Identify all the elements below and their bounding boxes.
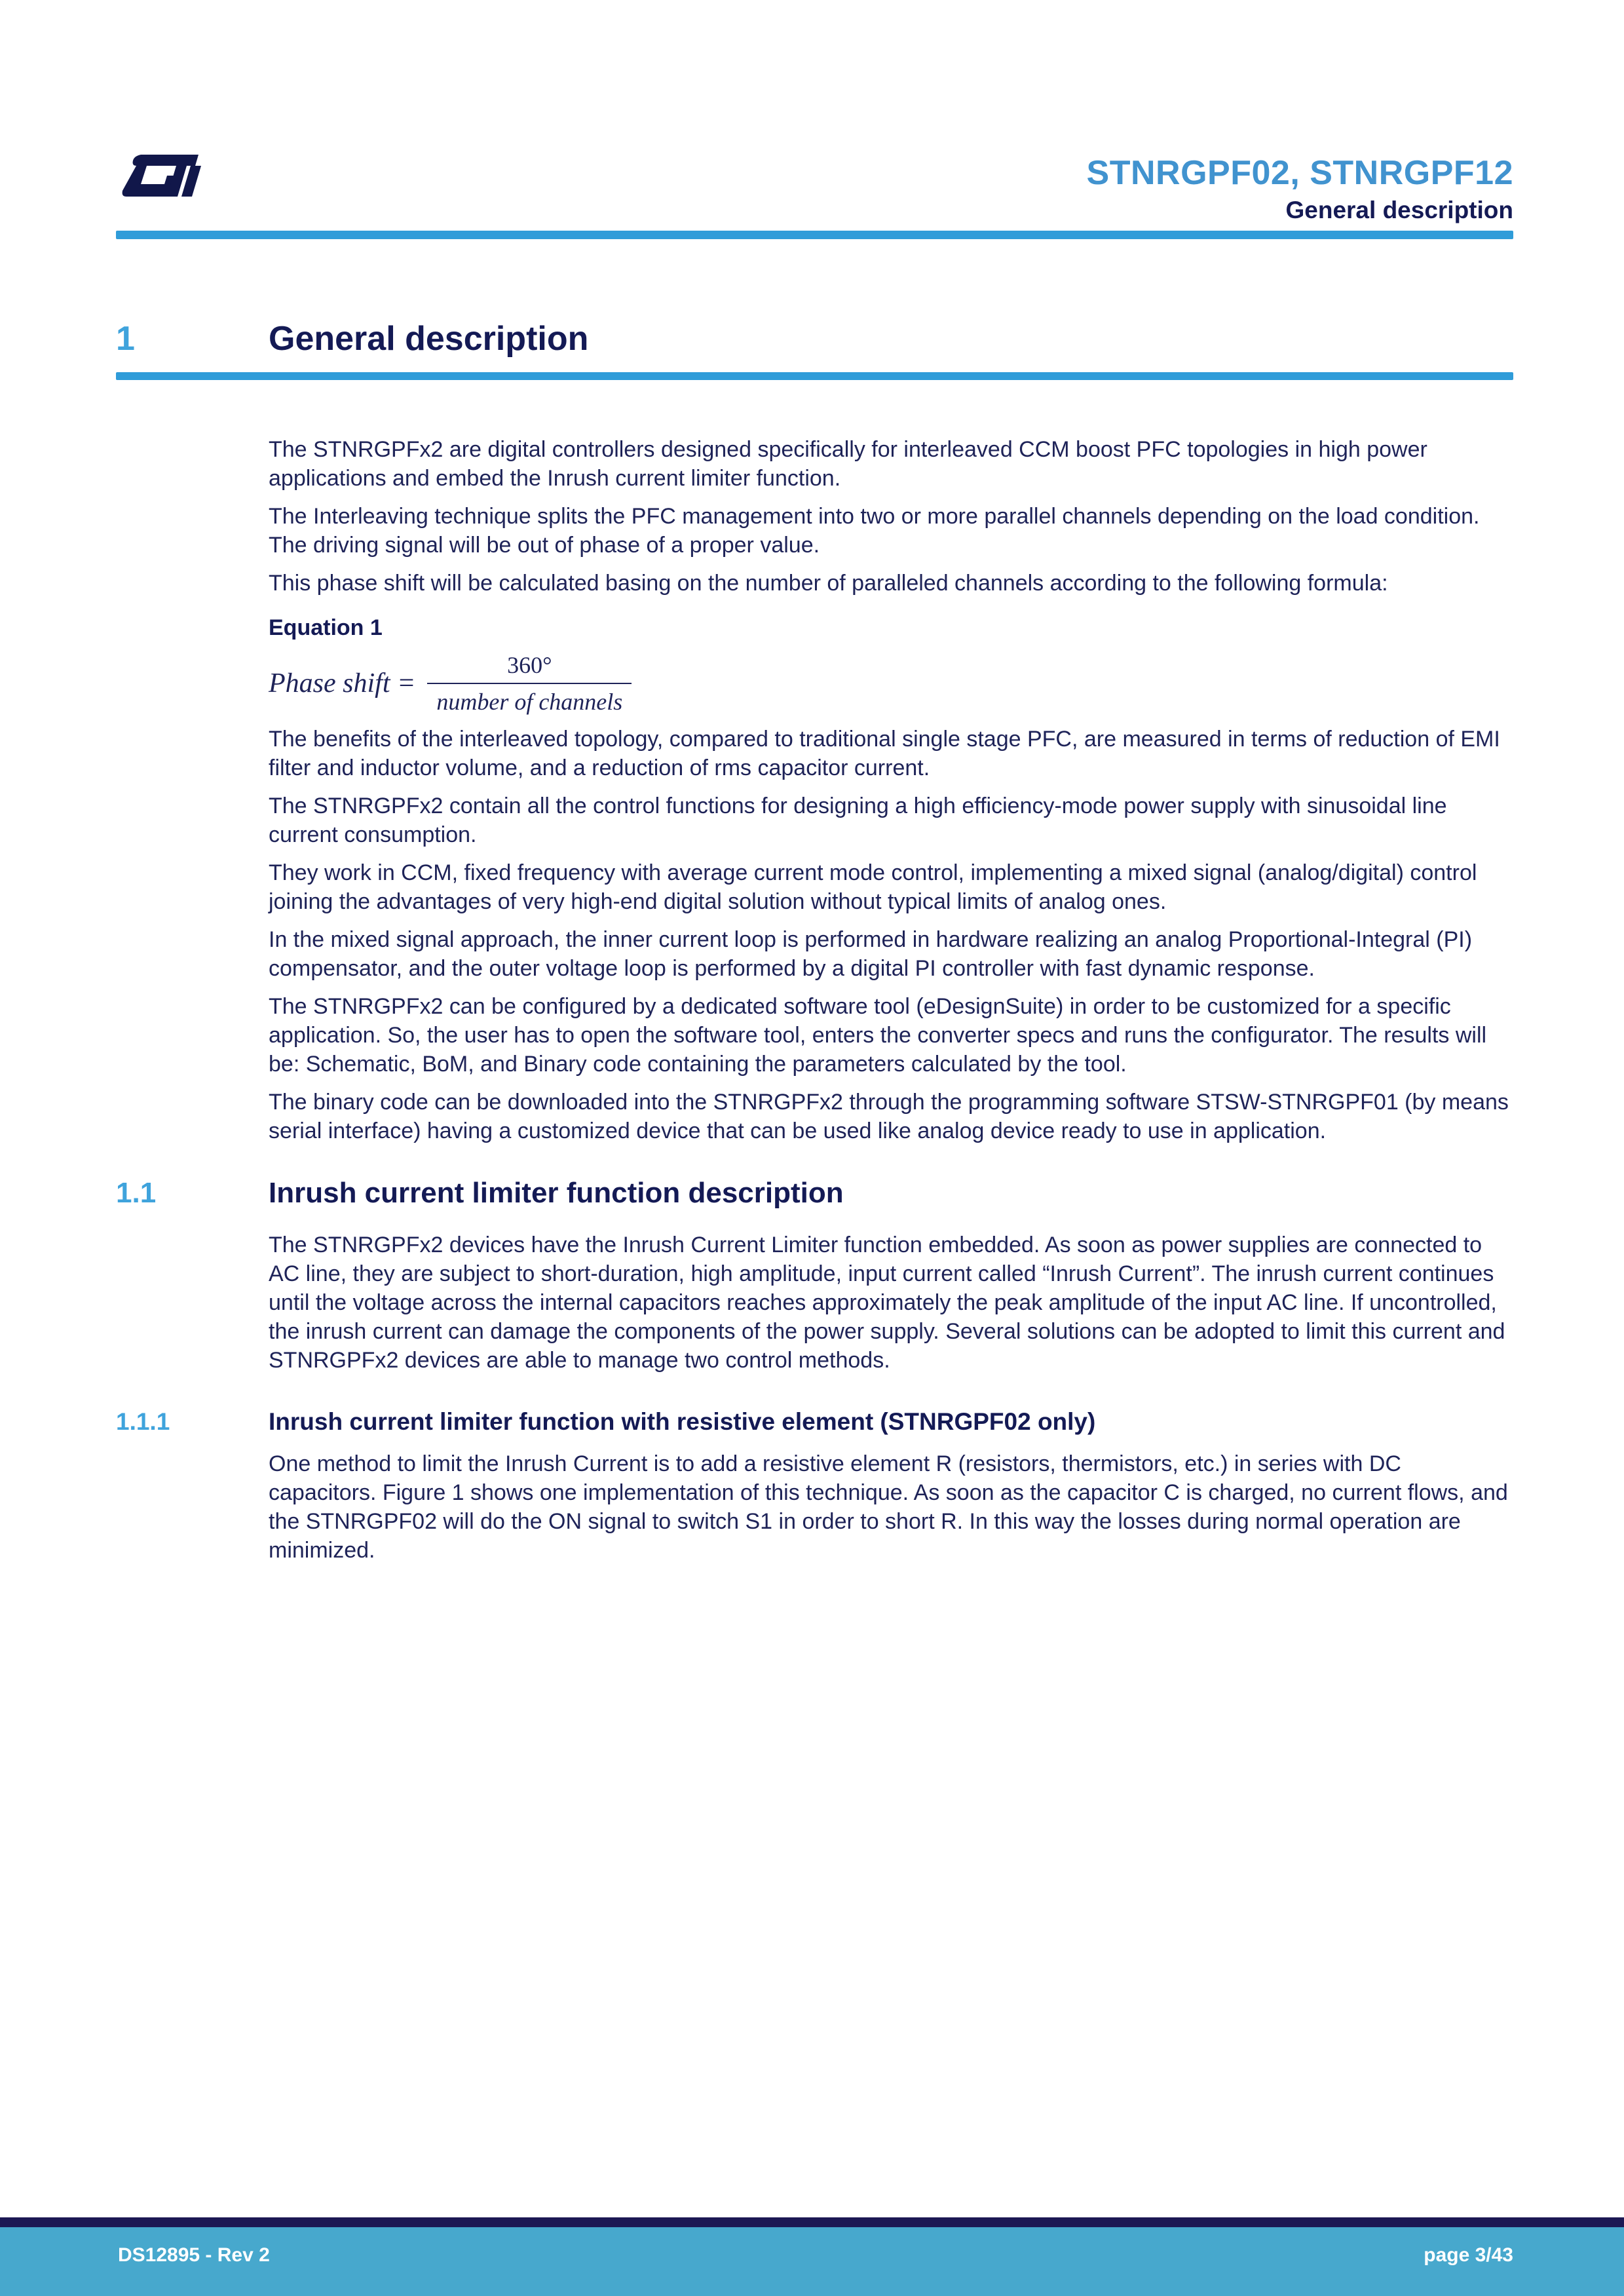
paragraph: The binary code can be downloaded into the STNRGPFx2 through the programming software STSW-STNRGPF01 (by means serial interface) having a customized device that can be used like analog device ready to use in application. [269,1090,1509,1143]
section-1-1-1-heading [116,1407,1513,1436]
paragraph: The STNRGPFx2 contain all the control functions for designing a high efficiency-mode power supply with sinusoidal line current consumption. [269,794,1447,847]
paragraph: The benefits of the interleaved topology, compared to traditional single stage PFC, are measured in terms of reduction of EMI filter and inductor volume, and a reduction of rms capacitor current. [269,727,1500,780]
header-subtitle: General description [1285,197,1513,223]
paragraph: The Interleaving technique splits the PFC management into two or more parallel channels depending on the load condition. The driving signal will be out of phase of a proper value. [269,504,1480,558]
section-1-1-1-title: Inrush current limiter function with resistive element (STNRGPF02 only) [269,1408,1096,1435]
fraction-denominator: number of channels [427,683,632,716]
equation [269,651,1513,716]
footer-band [0,2227,1624,2296]
section-1-number: 1 [116,320,135,358]
document-reference: DS12895 - Rev 2 [118,2244,270,2266]
st-logo [116,149,208,204]
section-1-1-title: Inrush current limiter function description [269,1177,844,1209]
section-1-rule [116,372,1513,380]
section-1-1-number: 1.1 [116,1177,157,1209]
section-1-title: General description [269,320,589,358]
paragraph: This phase shift will be calculated basing on the number of paralleled channels according to the following formula: [269,571,1388,596]
page-content [116,320,1513,1565]
section-1-1-1-number: 1.1.1 [116,1408,170,1435]
paragraph: The STNRGPFx2 devices have the Inrush Current Limiter function embedded. As soon as power supplies are connected to AC line, they are subject to short-duration, high amplitude, input current called “Inrush Current”. The inrush current continues until the voltage across the internal capacitors reaches approximately the peak amplitude of the input AC line. If uncontrolled, the inrush current can damage the components of the power supply. Several solutions can be adopted to limit this current and STNRGPFx2 devices are able to manage two control methods. [269,1233,1505,1373]
page-number: page 3/43 [1424,2244,1513,2266]
fraction-numerator: 360° [507,652,552,678]
paragraph: In the mixed signal approach, the inner current loop is performed in hardware realizing an analog Proportional-Integral (PI) compensator, and the outer voltage loop is performed by a digital PI controller with fast dynamic response. [269,927,1473,981]
equation-label: Equation 1 [269,615,383,640]
equation-lhs: Phase shift = [269,668,416,698]
document-title: STNRGPF02, STNRGPF12 [1086,154,1513,192]
footer-accent-bar [0,2217,1624,2227]
section-1-heading [116,320,1513,358]
paragraph: One method to limit the Inrush Current is to add a resistive element R (resistors, thermistors, etc.) in series with DC capacitors. Figure 1 shows one implementation of this technique. As soon as the capacitor C is charged, no current flows, and the STNRGPF02 will do the ON signal to switch S1 in order to short R. In this way the losses during normal operation are minimized. [269,1451,1508,1563]
equation-fraction [427,651,632,716]
paragraph: They work in CCM, fixed frequency with average current mode control, implementing a mixed signal (analog/digital) control joining the advantages of very high-end digital solution without typical limits of analog ones. [269,860,1477,914]
paragraph: The STNRGPFx2 can be configured by a dedicated software tool (eDesignSuite) in order to be customized for a specific application. So, the user has to open the software tool, enters the converter specs and runs the configurator. The results will be: Schematic, BoM, and Binary code containing the parameters calculated by the tool. [269,994,1487,1077]
header-rule [116,231,1513,239]
paragraph: The STNRGPFx2 are digital controllers designed specifically for interleaved CCM boost PFC topologies in high power applications and embed the Inrush current limiter function. [269,437,1427,491]
section-1-1-heading [116,1177,1513,1210]
